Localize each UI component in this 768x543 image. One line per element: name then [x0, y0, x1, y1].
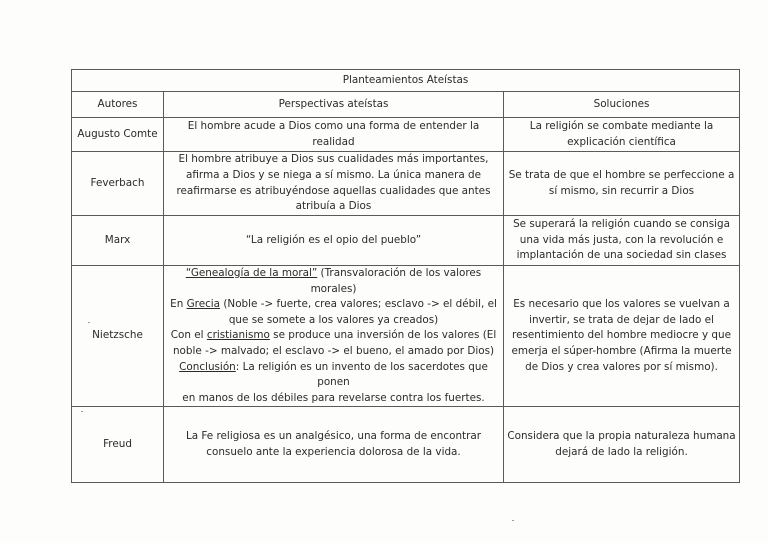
solution-cell: Se superará la religión cuando se consiga una vida más justa, con la revolución e implantación de una sociedad sin clases [504, 216, 740, 266]
perspective-cell: El hombre atribuye a Dios sus cualidades más importantes, afirma a Dios y se niega a sí mismo. La única manera de reafirmarse es atribuyéndose aquellas cualidades que antes atribuía a Dios [164, 152, 504, 216]
atheism-table [71, 69, 740, 483]
table-row [72, 118, 740, 152]
table-row [72, 216, 740, 266]
table-title: Planteamientos Ateístas [72, 70, 740, 92]
solution-cell: Se trata de que el hombre se perfeccione a sí mismo, sin recurrir a Dios [504, 152, 740, 216]
author-cell: Augusto Comte [72, 118, 164, 152]
author-cell: Nietzsche [72, 266, 164, 407]
perspective-cell: “La religión es el opio del pueblo” [164, 216, 504, 266]
header-solutions: Soluciones [504, 92, 740, 118]
author-cell: Feverbach [72, 152, 164, 216]
author-cell: Freud [72, 407, 164, 483]
title-row [72, 70, 740, 92]
perspective-cell: “Genealogía de la moral” (Transvaloración de los valores morales) En Grecia (Noble -> fuerte, crea valores; esclavo -> el débil, el que se somete a los valores ya creados) Con el cristianismo se produce una inversión de los valores (El noble -> malvado; el esclavo -> el bueno, el amado por Dios) Conclusión: La religión es un invento de los sacerdotes que ponen en manos de los débiles para revelarse contra los fuertes. [164, 266, 504, 407]
scan-speck [512, 520, 514, 521]
header-row [72, 92, 740, 118]
header-perspectives: Perspectivas ateístas [164, 92, 504, 118]
perspective-cell: La Fe religiosa es un analgésico, una forma de encontrar consuelo ante la experiencia dolorosa de la vida. [164, 407, 504, 483]
christianity-term: cristianismo [206, 329, 270, 342]
genealogy-title: “Genealogía de la moral” [185, 267, 318, 279]
table-row [72, 407, 740, 483]
solution-cell: Es necesario que los valores se vuelvan a invertir, se trata de dejar de lado el resentimiento del hombre mediocre y que emerja el súper-hombre (Afirma la muerte de Dios y crea valores por sí mismo). [504, 266, 740, 407]
scan-speck [81, 411, 83, 412]
author-cell: Marx [72, 216, 164, 266]
solution-cell: Considera que la propia naturaleza humana dejará de lado la religión. [504, 407, 740, 483]
conclusion-term: Conclusión [179, 360, 236, 373]
solution-cell: La religión se combate mediante la explicación científica [504, 118, 740, 152]
table-row [72, 266, 740, 407]
table-row [72, 152, 740, 216]
header-authors: Autores [72, 92, 164, 118]
perspective-cell: El hombre acude a Dios como una forma de entender la realidad [164, 118, 504, 152]
greece-term: Grecia [186, 298, 221, 311]
scan-speck [88, 322, 90, 323]
